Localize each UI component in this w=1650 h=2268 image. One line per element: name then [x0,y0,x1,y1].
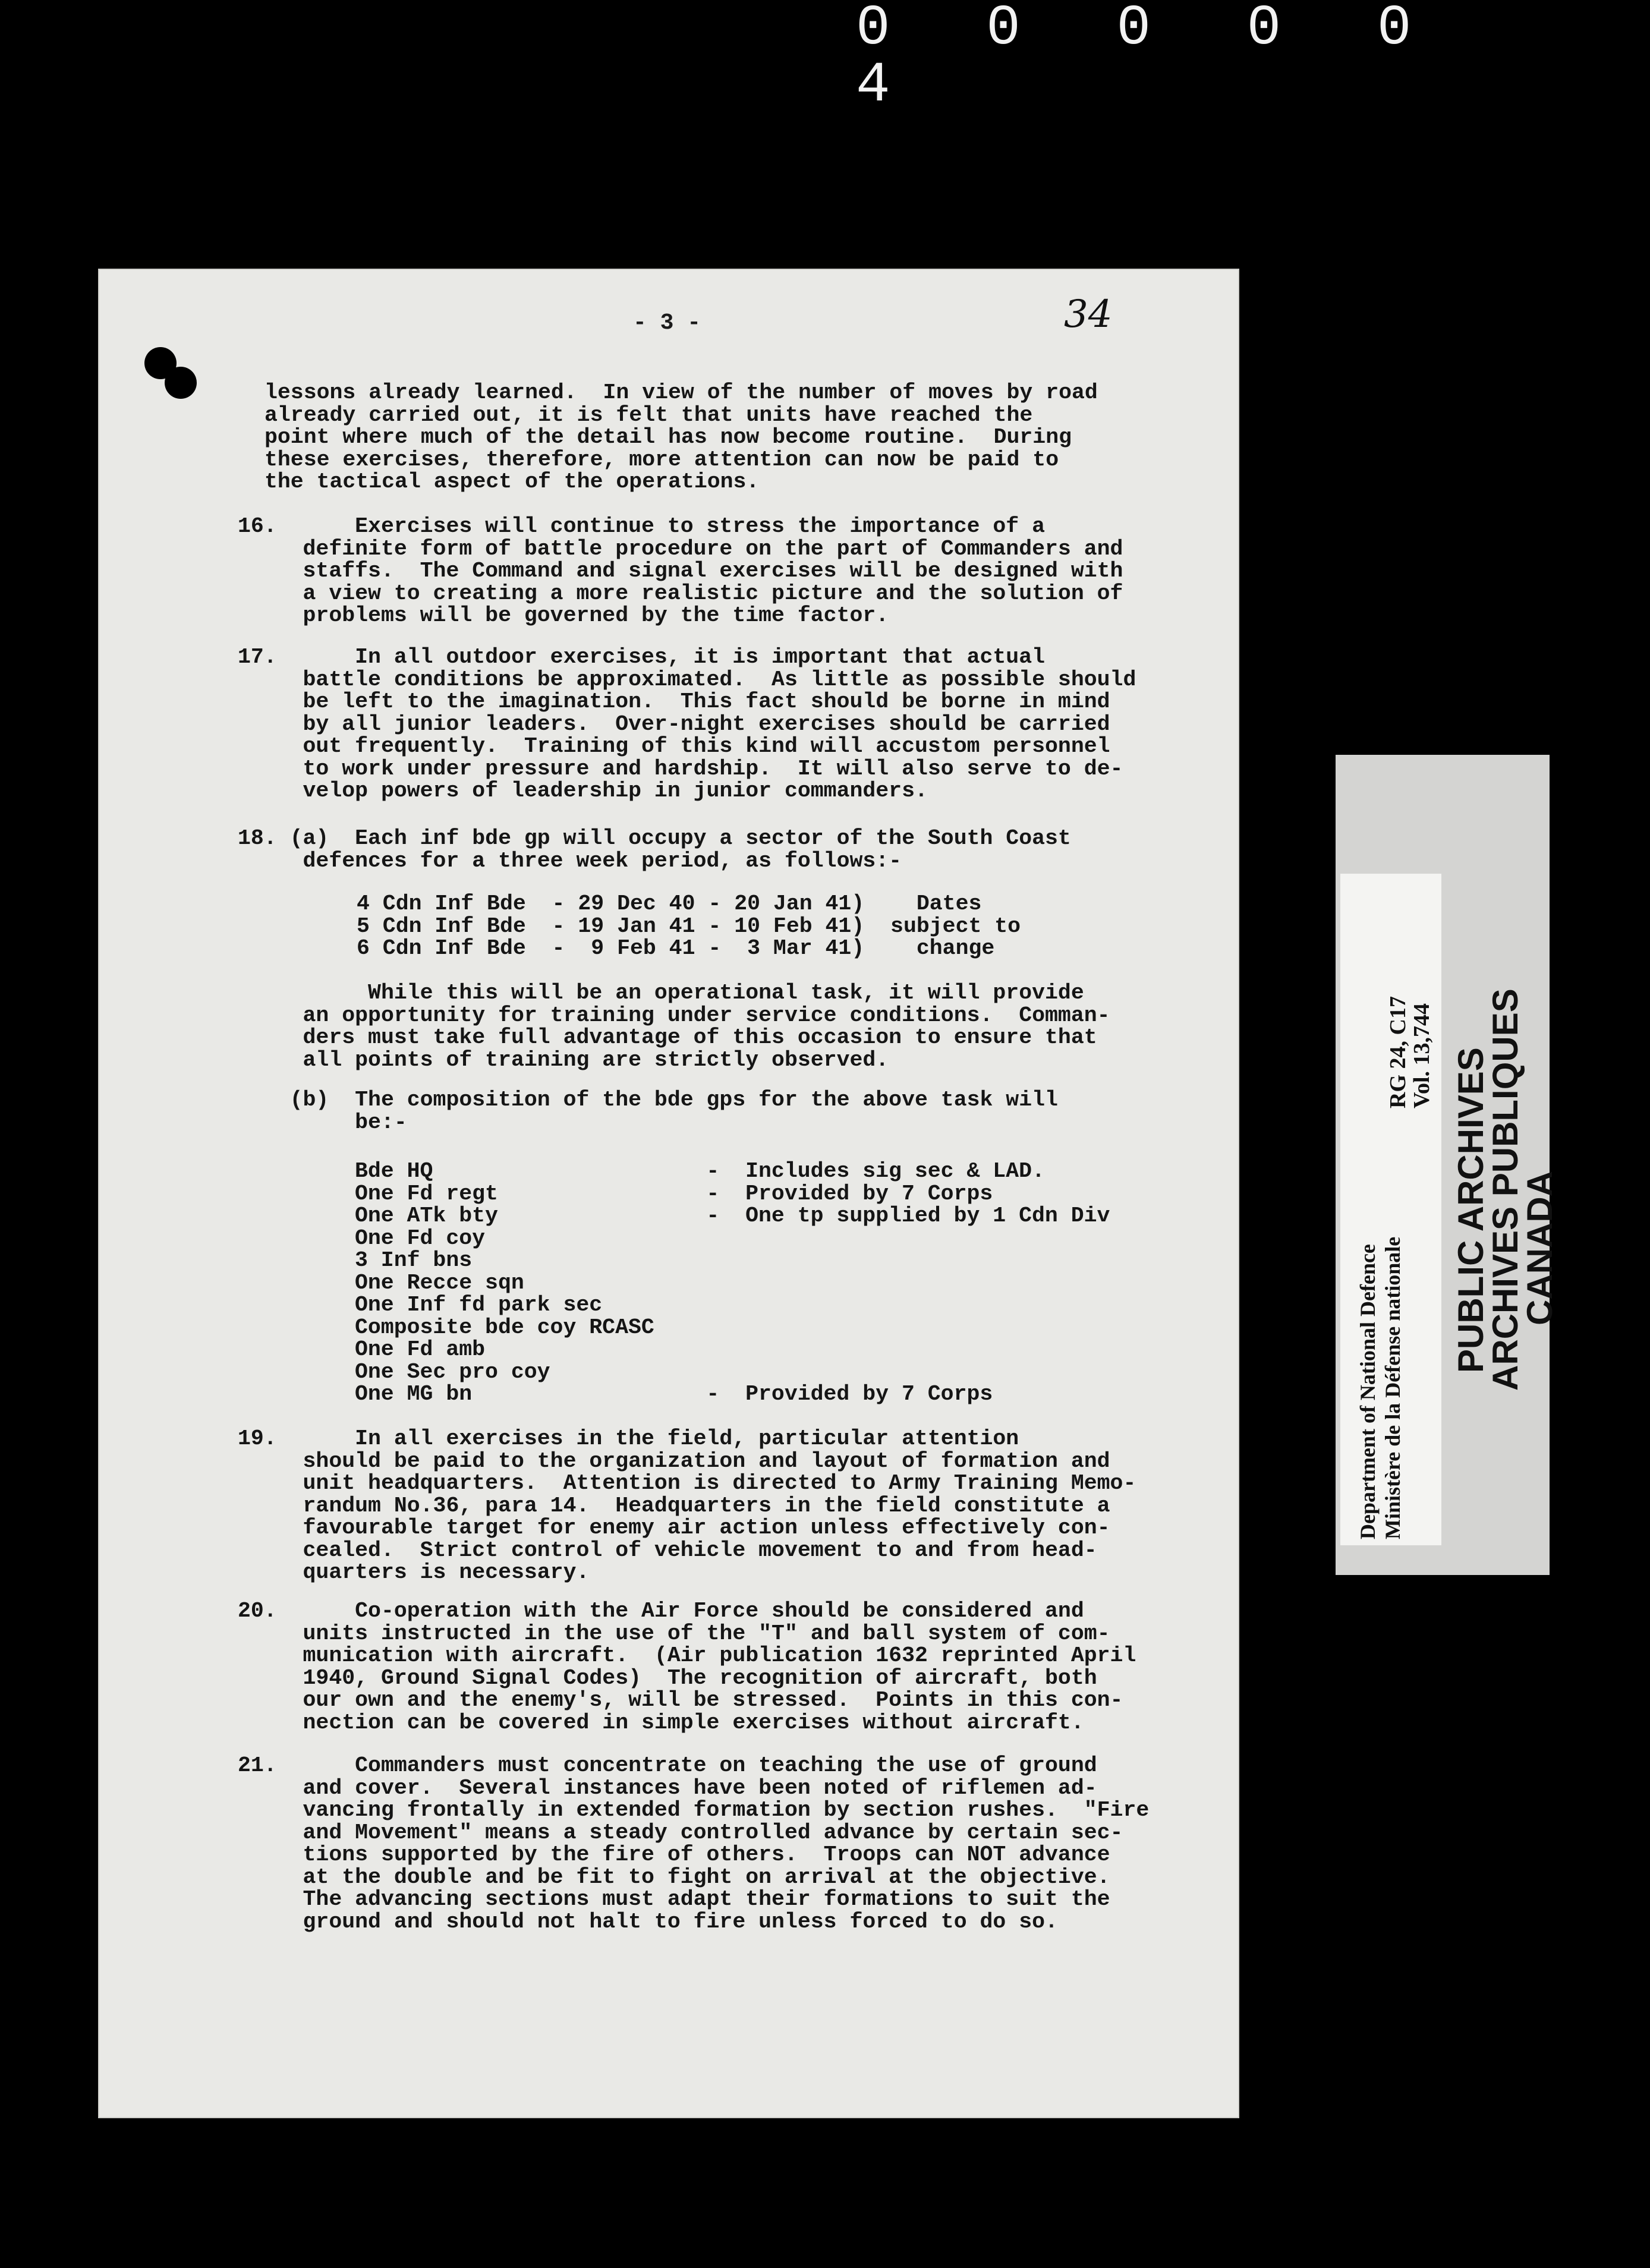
paragraph-18a: 18. (a) Each inf bde gp will occupy a sector of the South Coast defences for a three week period, as follows:- [238,826,1071,873]
page-number: - 3 - [633,310,701,336]
archive-name-en: PUBLIC ARCHIVES [1451,1047,1491,1373]
punch-hole-bottom [165,367,197,399]
department-name-fr: Ministère de la Défense nationale [1381,1236,1405,1539]
paragraph-17: 17. In all outdoor exercises, it is important that actual battle conditions be approximated. As little as possible should be left to the imagination. This fact should be borne in mind by all junior leaders. Over-night exercises should be carried out frequently. Training of this kind will accustom personnel to work under pressure and hardship. It will also serve to de- velop powers of leadership in junior commanders. [238,645,1136,803]
brigade-schedule: 4 Cdn Inf Bde - 29 Dec 40 - 20 Jan 41) Dates 5 Cdn Inf Bde - 19 Jan 41 - 10 Feb 41) subject to 6 Cdn Inf Bde - 9 Feb 41 - 3 Mar 41) change [357,892,1021,960]
paragraph-16: 16. Exercises will continue to stress the importance of a definite form of battle procedure on the part of Commanders and staffs. The Command and signal exercises will be designed with a view to creating a more realistic picture and the solution of problems will be governed by the time factor. [238,514,1123,628]
folio-number: 34 [1064,292,1113,336]
archive-country: CANADA [1520,1171,1560,1325]
composition-list: Bde HQ - Includes sig sec & LAD. One Fd regt - Provided by 7 Corps One ATk bty - One tp supplied by 1 Cdn Div One Fd coy 3 Inf bns One Recce sqn One Inf fd park sec Composite bde coy RCASC One Fd amb One Sec pro coy One MG bn - Provided by 7 Corps [355,1159,1110,1406]
paragraph-19: 19. In all exercises in the field, particular attention should be paid to the organization and layout of formation and unit headquarters. Attention is directed to Army Training Memo- randum No.36, para 14. Headquarters in the field constitute a favourable target for enemy air action unless effectively con- cealed. Strict control of vehicle movement to and from head- quarters is necessary. [238,1426,1136,1585]
film-frame-number: 0 0 0 0 0 4 [856,0,1443,118]
department-name-en: Department of National Defence [1356,1244,1380,1539]
archive-reference-line2: Vol. 13,744 [1409,1003,1434,1108]
paragraph-18b: (b) The composition of the bde gps for the above task will be:- [238,1088,1058,1135]
archive-name-fr: ARCHIVES PUBLIQUES [1485,988,1525,1391]
paragraph-20: 20. Co-operation with the Air Force should be considered and units instructed in the use of the "T" and ball system of com- munication with aircraft. (Air publication 1632 reprinted April 1940, Ground Signal Codes) The recognition of aircraft, both our own and the enemy's, will be stressed. Points in this con- nection can be covered in simple exercises without aircraft. [238,1599,1136,1735]
paragraph-18a-continued: While this will be an operational task, it will provide an opportunity for training under service conditions. Comman- ders must take full advantage of this occasion to ensure that all points of training are strictly observed. [238,981,1110,1072]
archive-reference-line1: RG 24, C17 [1386,996,1410,1108]
paragraph-21: 21. Commanders must concentrate on teaching the use of ground and cover. Several instances have been noted of riflemen ad- vancing frontally in extended formation by section rushes. "Fire and Movement" means a steady controlled advance by certain sec- tions supported by the fire of others. Troops can NOT advance at the double and be fit to fight on arrival at the objective. The advancing sections must adapt their formations to suit the ground and should not halt to fire unless forced to do so. [238,1753,1150,1934]
document-page [98,269,1239,2118]
paragraph-intro: lessons already learned. In view of the number of moves by road already carried out, it is felt that units have reached the point where much of the detail has now become routine. During these exercises, therefore, more attention can now be paid to the tactical aspect of the operations. [264,380,1098,494]
